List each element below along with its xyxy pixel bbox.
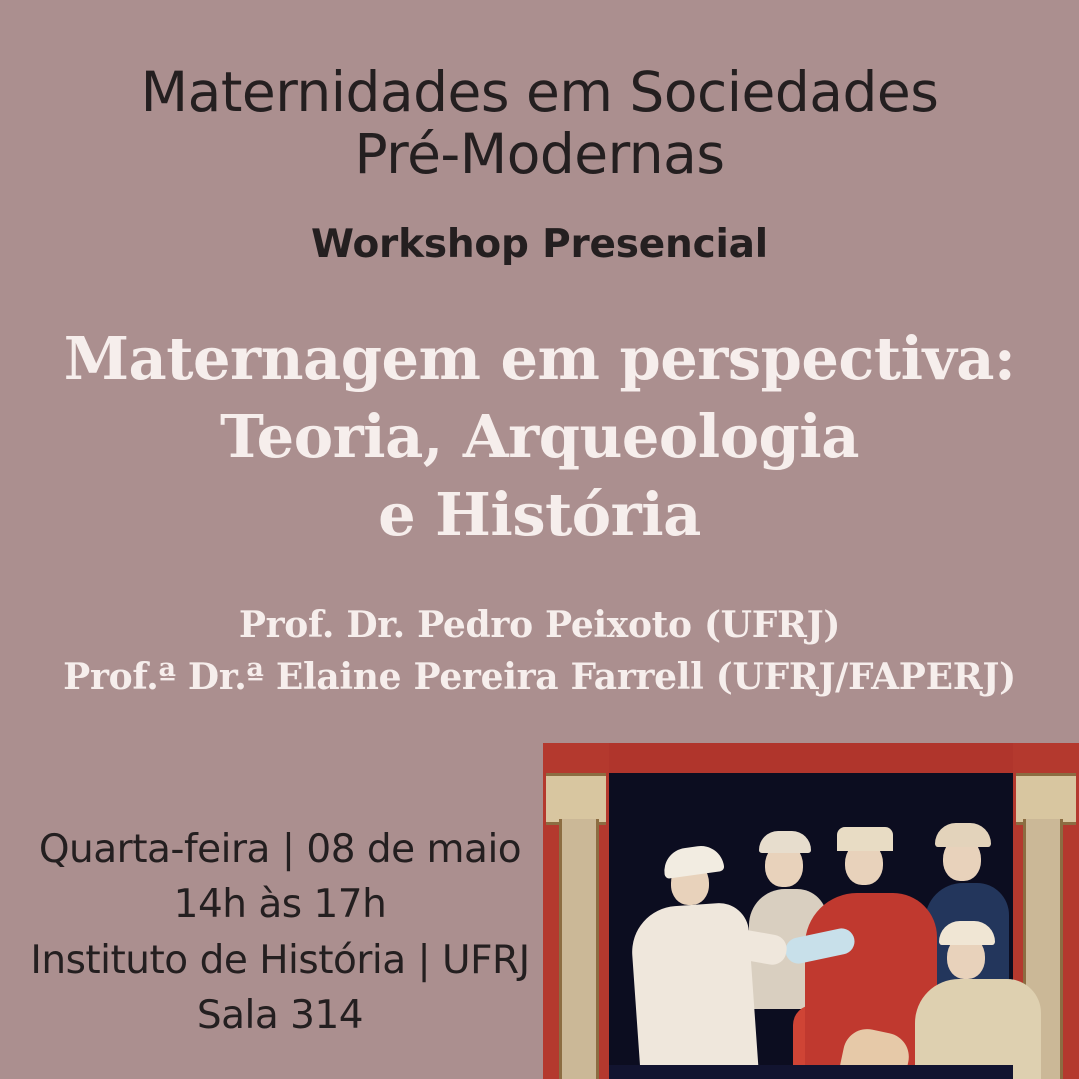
speaker-list: [0, 600, 1079, 704]
main-title-line-1: Maternagem em perspectiva:: [63, 324, 1016, 393]
speaker-2: Prof.ª Dr.ª Elaine Pereira Farrell (UFRJ/FAPERJ): [63, 655, 1016, 698]
event-time: 14h às 17h: [173, 882, 387, 928]
column-shaft-left: [559, 819, 599, 1079]
manuscript-illustration: [543, 743, 1079, 1079]
series-title-line-1: Maternidades em Sociedades: [140, 60, 939, 124]
event-subtitle: Workshop Presencial: [311, 222, 768, 267]
attendant-right-headdress: [935, 823, 991, 847]
event-date: Quarta-feira | 08 de maio: [38, 827, 522, 872]
mother-figure-headdress: [837, 827, 893, 851]
series-title-line-2: Pré-Modernas: [354, 121, 725, 186]
event-details: [0, 822, 560, 1044]
column-capital-right: [1016, 773, 1076, 825]
main-title: [0, 320, 1079, 554]
seated-figure-headdress: [939, 921, 995, 945]
attendant-left-headdress: [759, 831, 811, 853]
illustration-top-band: [543, 743, 1079, 773]
main-title-line-2: Teoria, Arqueologia: [220, 401, 859, 471]
column-capital-left: [546, 773, 606, 825]
speaker-1: Prof. Dr. Pedro Peixoto (UFRJ): [238, 604, 841, 646]
illustration-floor: [609, 1065, 1013, 1079]
seated-figure-body: [915, 979, 1041, 1079]
main-title-line-3: e História: [378, 479, 701, 549]
event-room: Sala 314: [196, 993, 364, 1039]
event-venue: Instituto de História | UFRJ: [30, 937, 530, 983]
series-title: [0, 62, 1079, 185]
